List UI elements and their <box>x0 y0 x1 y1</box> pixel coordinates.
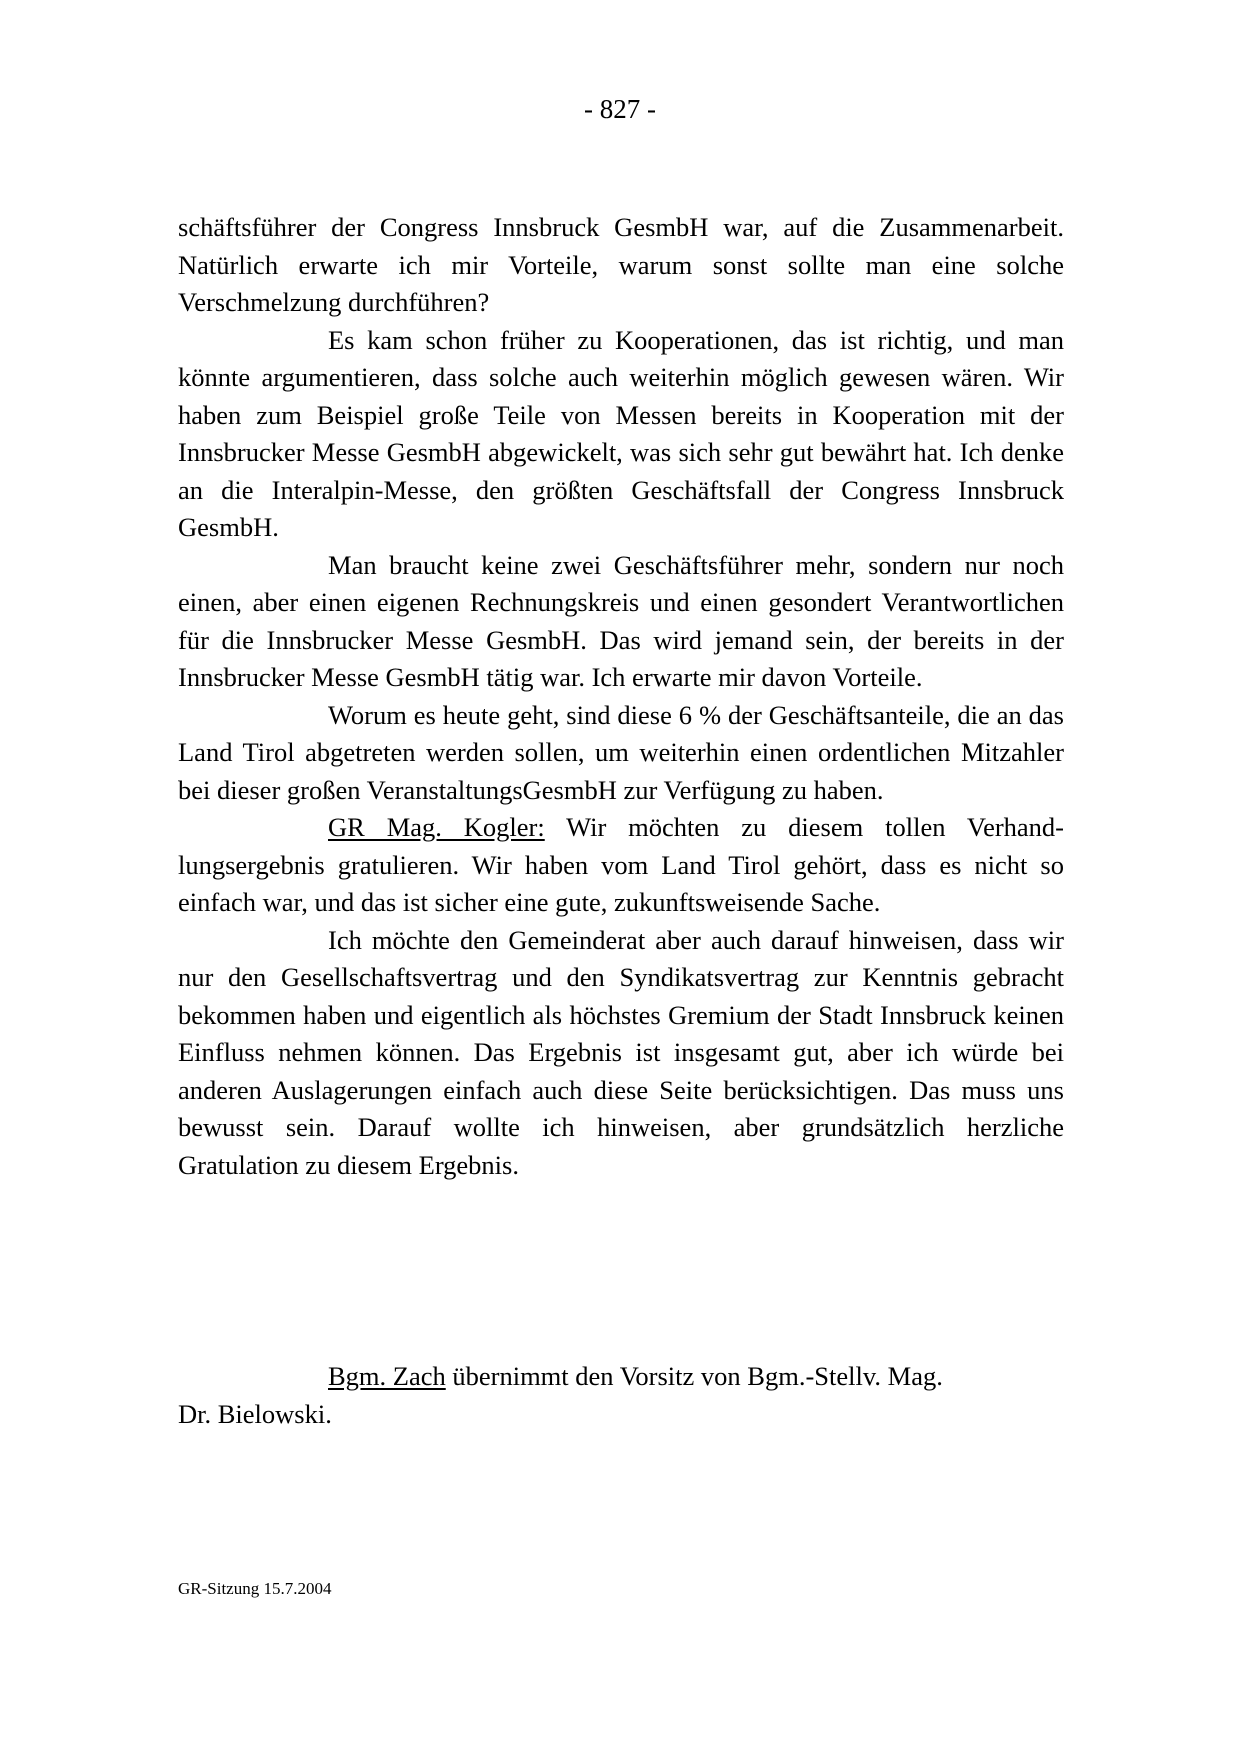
document-body <box>178 209 1064 1184</box>
chair-change-note <box>178 1358 1064 1433</box>
footer-session-date: GR-Sitzung 15.7.2004 <box>178 1579 332 1598</box>
chair-change-line-1 <box>178 1358 1064 1396</box>
paragraph-3: Man braucht keine zwei Geschäftsführer mehr, sondern nur noch einen, aber einen eigenen Rechnungskreis und einen gesondert Verantwortlichen für die Innsbrucker Messe GesmbH. Das wird jemand sein, der bereits in der Innsbrucker Messe GesmbH tätig war. Ich erwarte mir davon Vorteile. <box>178 549 1064 692</box>
paragraph-2: Es kam schon früher zu Kooperationen, das ist richtig, und man könnte argumentieren, dass solche auch weiterhin möglich gewesen wären. Wir haben zum Beispiel große Teile von Messen bereits in Kooperation mit der Innsbrucker Messe GesmbH abgewickelt, was sich sehr gut bewährt hat. Ich denke an die Interalpin-Messe, den größten Geschäftsfall der Congress Innsbruck GesmbH. <box>178 324 1064 542</box>
chair-change-text: übernimmt den Vorsitz von Bgm.-Stellv. Mag. <box>445 1361 943 1391</box>
speaker-name: GR Mag. Kogler: <box>328 812 545 842</box>
paragraph-6: Ich möchte den Gemeinderat aber auch darauf hinweisen, dass wir nur den Gesellschaftsvertrag und den Syndikatsvertrag zur Kenntnis gebracht bekommen haben und eigentlich als höchstes Gremium der Stadt Innsbruck keinen Einfluss nehmen können. Das Ergebnis ist insgesamt gut, aber ich würde bei anderen Auslagerungen einfach auch diese Seite berücksichtigen. Das muss uns bewusst sein. Darauf wollte ich hinweisen, aber grundsätzlich herzliche Gratulation zu diesem Ergebnis. <box>178 924 1064 1180</box>
paragraph-4: Worum es heute geht, sind diese 6 % der Geschäftsanteile, die an das Land Tirol abgetreten werden sollen, um weiterhin einen ordentlichen Mitzahler bei dieser großen VeranstaltungsGesmbH zur Verfügung zu haben. <box>178 699 1064 805</box>
page-number: - 827 - <box>584 94 656 124</box>
chair-change-line-2: Dr. Bielowski. <box>178 1398 332 1429</box>
speech-text: Wir möchten zu diesem tollen Verhandlungsergebnis gratulieren. Wir haben vom Land Tirol gehört, dass es nicht so einfach war, und das ist sicher eine gute, zukunftsweisende Sache. <box>178 812 1064 917</box>
chair-speaker-name: Bgm. Zach <box>328 1361 446 1391</box>
paragraph-5 <box>178 809 1064 922</box>
paragraph-1: schäftsführer der Congress Innsbruck GesmbH war, auf die Zusammenarbeit. Natürlich erwarte ich mir Vorteile, warum sonst sollte man eine solche Verschmelzung durchführen? <box>178 212 1064 317</box>
